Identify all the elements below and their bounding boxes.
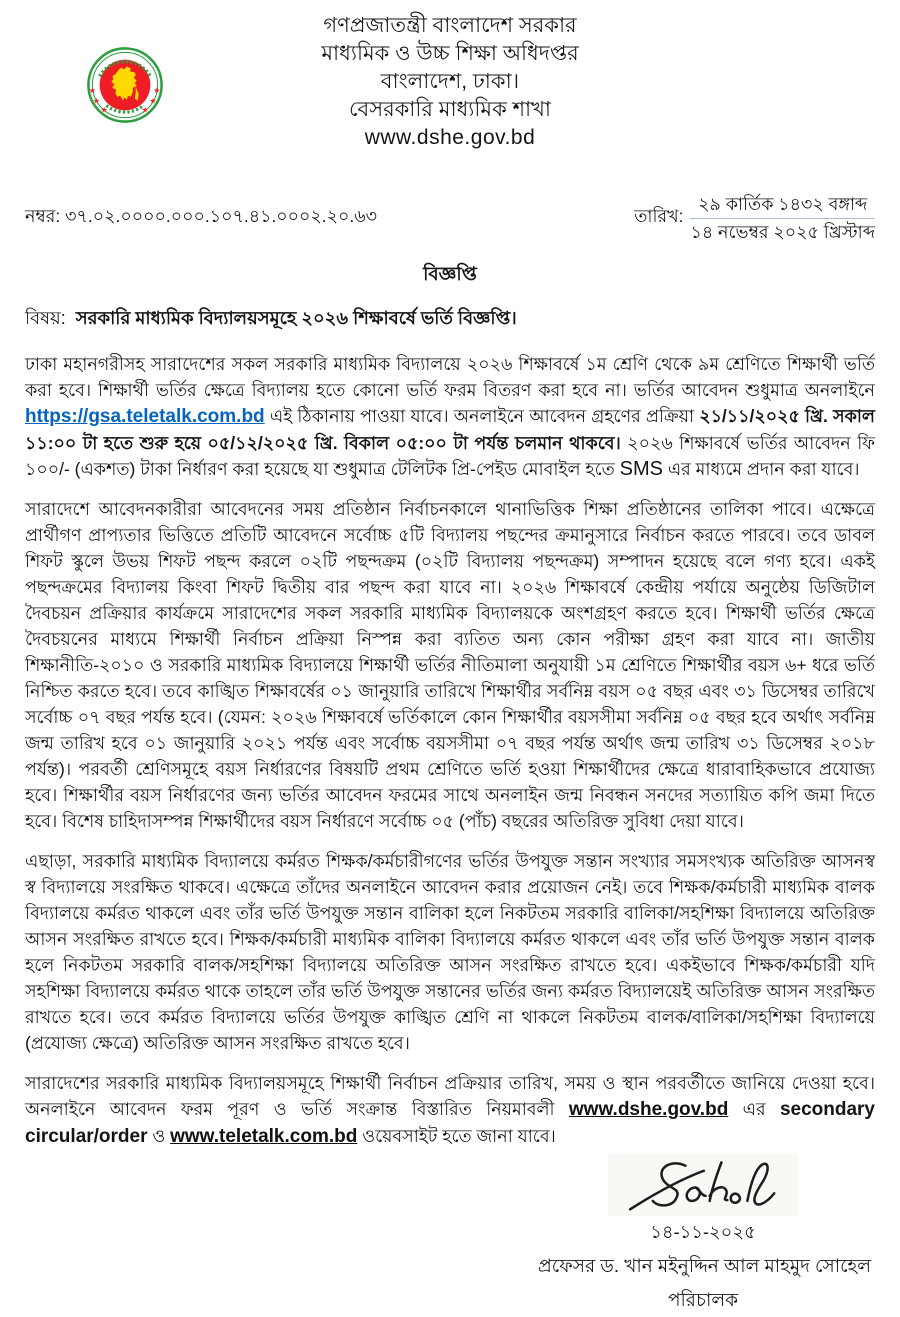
p1-text-d: এর মাধ্যমে প্রদান করা যাবে। [662, 459, 860, 479]
p1-text-c: ২০২৬ শিক্ষাবর্ষে ভর্তির আবেদন ফি ১০০/- (একশত) টাকা নির্ধারণ করা হয়েছে যা শুধুমাত্র টেলিটক প্রি-পেইড মোবাইল হতে [25, 433, 875, 479]
date-label: তারিখ: [634, 206, 684, 226]
date-gregorian: ১৪ নভেম্বর ২০২৫ খ্রিস্টাব্দ [690, 222, 875, 242]
signature-block [538, 1154, 872, 1317]
subject-label: বিষয়: [25, 308, 66, 328]
notice-title: বিজ্ঞপ্তি [423, 263, 477, 284]
memo-number-value: ৩৭.০২.০০০০.০০০.১০৭.৪১.০০০২.২০.৬৩ [65, 206, 378, 226]
date-block [634, 192, 875, 245]
org-name-directorate: মাধ্যমিক ও উচ্চ শিক্ষা অধিদপ্তর [321, 42, 579, 65]
subject-text: সরকারি মাধ্যমিক বিদ্যালয়সমূহে ২০২৬ শিক্ষাবর্ষে ভর্তি বিজ্ঞপ্তি। [75, 308, 517, 328]
paragraph-selection-rules: সারাদেশে আবেদনকারীরা আবেদনের সময় প্রতিষ্ঠান নির্বাচনকালে থানাভিত্তিক শিক্ষা প্রতিষ্ঠানের তালিকা পাবে। এক্ষেত্রে প্রার্থীগণ প্রাপ্যতার ভিত্তিতে প্রতিটি আবেদনে সর্বোচ্চ ৫টি বিদ্যালয় পছন্দের ক্রমানুসারে নির্বাচন করতে পারবে। তবে ডাবল শিফট স্কুলে উভয় শিফট পছন্দ করলে ০২টি পছন্দক্রম (০২টি বিদ্যালয় পছন্দক্রম) সম্পাদন হয়েছে বলে গণ্য হবে। একই পছন্দক্রমের বিদ্যালয় কিংবা শিফট দ্বিতীয় বার পছন্দ করা যাবে না। ২০২৬ শিক্ষাবর্ষে কেন্দ্রীয় পর্যায়ে অনুষ্ঠেয় ডিজিটাল দৈবচয়ন প্রক্রিয়ার কার্যক্রমে সারাদেশের সকল সরকারি মাধ্যমিক বিদ্যালয়কে অংশগ্রহণ করতে হবে। শিক্ষার্থী ভর্তির ক্ষেত্রে দৈবচয়নের মাধ্যমে শিক্ষার্থী নির্বাচন প্রক্রিয়া নিস্পন্ন করা ব্যতিত অন্য কোন পরীক্ষা গ্রহণ করা যাবে না। জাতীয় শিক্ষানীতি-২০১০ ও সরকারি মাধ্যমিক বিদ্যালয়ে শিক্ষার্থী ভর্তির নীতিমালা অনুযায়ী ১ম শ্রেণিতে শিক্ষার্থীর বয়স ৬+ ধরে ভর্তি নিশ্চিত করতে হবে। তবে কাঙ্খিত শিক্ষাবর্ষের ০১ জানুয়ারি তারিখে শিক্ষার্থীর সর্বনিম্ন বয়স ০৫ বছর এবং ৩১ ডিসেম্বর তারিখে সর্বোচ্চ ০৭ বছর পর্যন্ত হবে। (যেমন: ২০২৬ শিক্ষাবর্ষে ভর্তিকালে কোন শিক্ষার্থীর বয়সসীমা সর্বনিম্ন ০৫ বছর হবে অর্থাৎ সর্বনিম্ন জন্ম তারিখ হবে ০১ জানুয়ারি ২০২১ পর্যন্ত এবং সর্বোচ্চ বয়সসীমা ০৭ বছর পর্যন্ত অর্থাৎ জন্ম তারিখ ৩১ ডিসেম্বর ২০১৮ পর্যন্ত)। পরবর্তী শ্রেণিসমূহে বয়স নির্ধারণের বিষয়টি প্রথম শ্রেণিতে ভর্তি হওয়া শিক্ষার্থীদের ক্ষেত্রে ধারাবাহিকভাবে প্রযোজ্য হবে। শিক্ষার্থীর বয়স নির্ধারণের জন্য ভর্তির আবেদন ফরমের সাথে অনলাইন জন্ম নিবন্ধন সনদের সত্যায়িত কপি জমা দিতে হবে। বিশেষ চাহিদাসম্পন্ন শিক্ষার্থীদের বয়স নির্ধারণে সর্বোচ্চ ০৫ (পাঁচ) বছরের অতিরিক্ত সুবিধা দেয়া যাবে। [25, 499, 875, 831]
p4-text-d: ওয়েবসাইট হতে জানা যাবে। [357, 1126, 556, 1146]
signatory-name: প্রফেসর ড. খান মইনুদ্দিন আল মাহমুদ সোহেল [538, 1255, 872, 1276]
handwritten-signature-icon [538, 1154, 868, 1216]
teletalk-website-link[interactable]: www.teletalk.com.bd [170, 1126, 358, 1147]
sms-term: SMS [619, 458, 663, 480]
svg-text:★: ★ [88, 85, 96, 95]
application-window-dates: ২১/১১/২০২৫ খ্রি. সকাল ১১:০০ টা হতে শুরু হয়ে ০৫/১২/২০২৫ খ্রি. বিকাল ০৫:০০ টা পর্যন্ত চলমান থাকবে। [25, 406, 875, 453]
org-location: বাংলাদেশ, ঢাকা। [380, 70, 520, 93]
svg-text:★: ★ [100, 105, 108, 115]
secondary-circular-order-term: secondary circular/order [25, 1099, 875, 1147]
p1-text-b: এই ঠিকানায় পাওয়া যাবে। অনলাইনে আবেদন গ্রহণের প্রক্রিয়া [264, 406, 700, 426]
org-website: www.dshe.gov.bd [364, 126, 536, 149]
notice-body [25, 351, 875, 1150]
signatory-designation: পরিচালক [667, 1289, 739, 1310]
memo-number-label: নম্বর: [25, 206, 61, 226]
p4-text-b: এর [728, 1099, 780, 1119]
svg-text:★: ★ [153, 85, 161, 95]
p1-text-a: ঢাকা মহানগরীসহ সারাদেশের সকল সরকারি মাধ্যমিক বিদ্যালয়ে ২০২৬ শিক্ষাবর্ষে ১ম শ্রেণি থেকে ৯ম শ্রেণিতে শিক্ষার্থী ভর্তি করা হবে। শিক্ষার্থী ভর্তির ক্ষেত্রে বিদ্যালয় হতে কোনো ভর্তি ফরম বিতরণ করা হবে না। ভর্তির আবেদন শুধুমাত্র অনলাইনে [25, 354, 875, 400]
memo-number [25, 204, 377, 233]
memo-meta-row [25, 192, 875, 245]
bangladesh-government-emblem-icon [86, 46, 164, 124]
subject-line [25, 304, 875, 335]
paragraph-further-information [25, 1070, 875, 1150]
svg-text:★: ★ [92, 96, 100, 106]
svg-text:★: ★ [141, 105, 149, 115]
org-branch: বেসরকারি মাধ্যমিক শাখা [348, 98, 551, 121]
gsa-teletalk-link[interactable]: https://gsa.teletalk.com.bd [25, 406, 265, 427]
p4-text-c: ও [147, 1126, 171, 1146]
org-name-government: গণপ্রজাতন্ত্রী বাংলাদেশ সরকার [323, 14, 577, 37]
letterhead [0, 0, 900, 152]
signature-date: ১৪-১১-২০২৫ [650, 1222, 756, 1242]
p4-text-a: সারাদেশের সরকারি মাধ্যমিক বিদ্যালয়সমূহে শিক্ষার্থী নির্বাচন প্রক্রিয়ার তারিখ, সময় ও স্থান পরবর্তীতে জানিয়ে দেওয়া হবে। অনলাইনে আবেদন ফরম পূরণ ও ভর্তি সংক্রান্ত বিস্তারিত নিয়মাবলী [25, 1073, 875, 1119]
dshe-website-link[interactable]: www.dshe.gov.bd [568, 1099, 729, 1120]
paragraph-admission-overview [25, 351, 875, 482]
svg-text:★: ★ [149, 96, 157, 106]
paragraph-staff-children-quota: এছাড়া, সরকারি মাধ্যমিক বিদ্যালয়ে কর্মরত শিক্ষক/কর্মচারীগণের ভর্তির উপযুক্ত সন্তান সংখ্যার সমসংখ্যক অতিরিক্ত আসনস্ব স্ব বিদ্যালয়ে সংরক্ষিত থাকবে। এক্ষেত্রে তাঁদের অনলাইনে আবেদন করার প্রয়োজন নেই। তবে শিক্ষক/কর্মচারী মাধ্যমিক বালক বিদ্যালয়ে কর্মরত থাকলে এবং তাঁর ভর্তি উপযুক্ত সন্তান বালিকা হলে নিকটতম সরকারি বালিকা/সহশিক্ষা বিদ্যালয়ে অতিরিক্ত আসন সংরক্ষিত রাখতে হবে। শিক্ষক/কর্মচারী মাধ্যমিক বালিকা বিদ্যালয়ে কর্মরত থাকলে এবং তাঁর ভর্তি উপযুক্ত সন্তান বালক হলে নিকটতম সরকারি বালক/সহশিক্ষা বিদ্যালয়ে অতিরিক্ত আসন সংরক্ষিত রাখতে হবে। একইভাবে শিক্ষক/কর্মচারী যদি সহশিক্ষা বিদ্যালয়ে কর্মরত থাকে তাহলে তাঁর ভর্তি উপযুক্ত সন্তানের ভর্তির জন্য কর্মরত বিদ্যালয়েই অতিরিক্ত আসন সংরক্ষিত রাখতে হবে। তবে কর্মরত বিদ্যালয়ে ভর্তির উপযুক্ত কাঙ্খিত শ্রেণি না থাকলে নিকটতম বালক/বালিকা/সহশিক্ষা বিদ্যালয়ে (প্রযোজ্য ক্ষেত্রে) অতিরিক্ত আসন সংরক্ষিত রাখতে হবে। [25, 851, 875, 1053]
dual-date [690, 192, 875, 245]
date-bangla-era: ২৯ কার্তিক ১৪৩২ বঙ্গাব্দ [690, 192, 875, 219]
